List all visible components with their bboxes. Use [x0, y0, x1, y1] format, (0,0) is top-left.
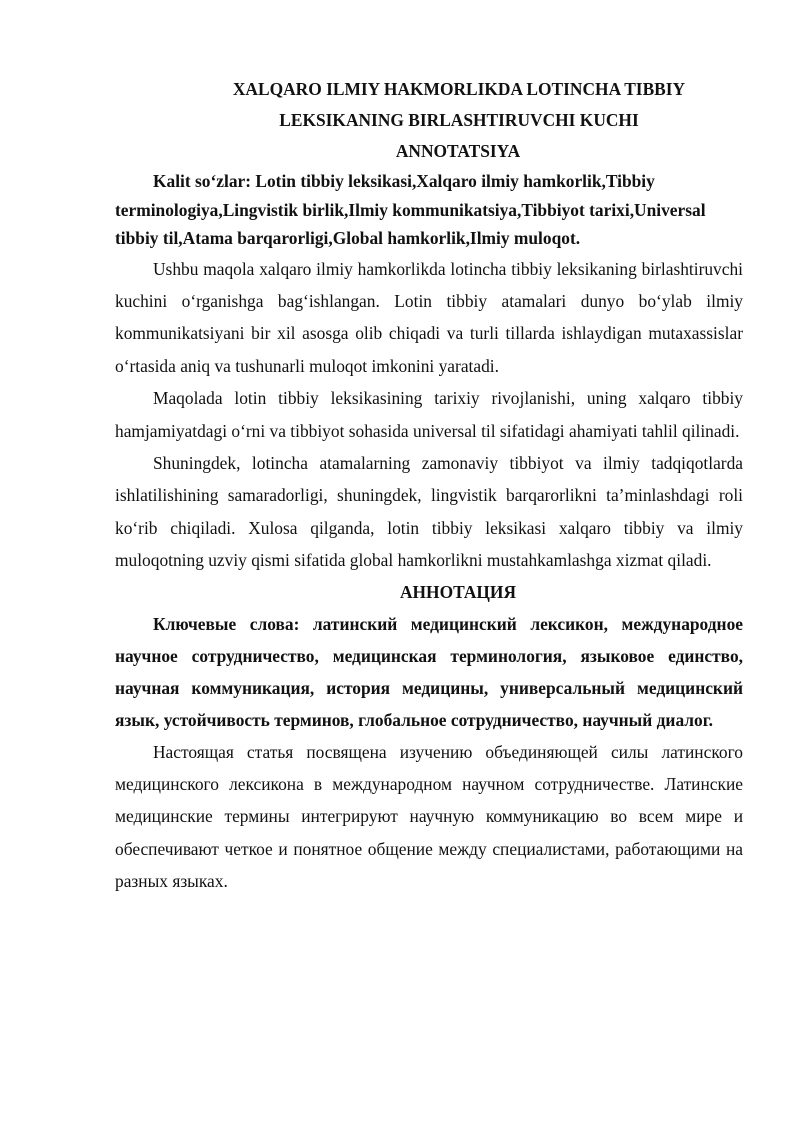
uz-paragraph-3: Shuningdek, lotincha atamalarning zamonaviy tibbiyot va ilmiy tadqiqotlarda ishlatilishining samaradorligi, shuningdek, lingvistik barqarorlikni ta’minlashdagi roli ko‘rib chiqiladi. Xulosa qilganda, lotin tibbiy leksikasi xalqaro tibbiy va ilmiy muloqotning uzviy qismi sifatida global hamkorlikni mustahkamlashga xizmat qiladi.: [115, 452, 743, 571]
uz-annotation-heading: ANNOTATSIYA: [395, 141, 521, 161]
ru-paragraph-1: Настоящая статья посвящена изучению объединяющей силы латинского медицинского лексикона в международном научном сотрудничестве. Латинские медицинские термины интегрируют научную коммуникацию во всем мире и обеспечивают четкое и понятное общение между специалистами, работающими на разных языках.: [115, 741, 743, 892]
uz-keywords: Kalit so‘zlar: Lotin tibbiy leksikasi,Xalqaro ilmiy hamkorlik,Tibbiy terminologiya,Lingvistik birlik,Ilmiy kommunikatsiya,Tibbiyot tarixi,Universal tibbiy til,Atama barqarorligi,Global hamkorlik,Ilmiy muloqot.: [115, 171, 706, 248]
ru-annotation-heading: АННОТАЦИЯ: [399, 581, 517, 602]
ru-keywords: Ключевые слова: латинский медицинский лексикон, международное научное сотрудничество, медицинская терминология, языковое единство, научная коммуникация, история медицины, универсальный медицинский язык, устойчивость терминов, глобальное сотрудничество, научный диалог.: [115, 613, 743, 730]
uz-paragraph-2: Maqolada lotin tibbiy leksikasining tarixiy rivojlanishi, uning xalqaro tibbiy hamjamiyatdagi o‘rni va tibbiyot sohasida universal til sifatidagi ahamiyati tahlil qilinadi.: [115, 388, 743, 441]
title-line-2: LEKSIKANING BIRLASHTIRUVCHI KUCHI: [279, 110, 639, 130]
uz-paragraph-1: Ushbu maqola xalqaro ilmiy hamkorlikda lotincha tibbiy leksikaning birlashtiruvchi kuchini o‘rganishga bag‘ishlangan. Lotin tibbiy atamalari dunyo bo‘ylab ilmiy kommunikatsiyani bir xil asosga olib chiqadi va turli tillarda ishlaydigan mutaxassislar o‘rtasida aniq va tushunarli muloqot imkonini yaratadi.: [115, 258, 743, 376]
title-line-1: XALQARO ILMIY HAKMORLIKDA LOTINCHA TIBBIY: [232, 79, 686, 99]
